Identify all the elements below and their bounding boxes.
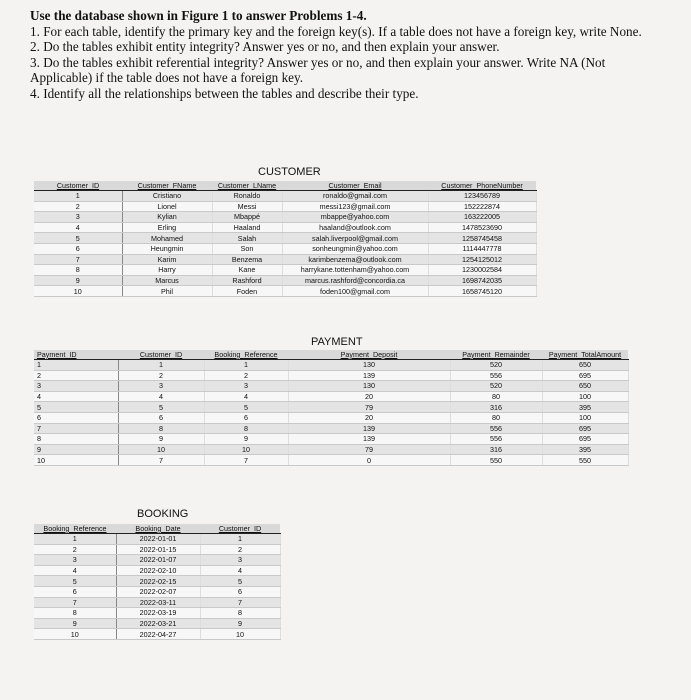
payment-cell: 20 <box>288 391 450 402</box>
payment-cell: 3 <box>34 381 118 392</box>
booking-cell: 5 <box>34 576 116 587</box>
customer-cell: Foden <box>212 286 282 297</box>
customer-cell: messi123@gmail.com <box>282 201 428 212</box>
customer-row <box>34 212 536 223</box>
customer-cell: Haaland <box>212 222 282 233</box>
customer-column-header: Customer_ID <box>34 181 122 191</box>
customer-cell: 1 <box>34 191 122 202</box>
payment-cell: 695 <box>542 370 628 381</box>
payment-cell: 130 <box>288 360 450 371</box>
payment-cell: 10 <box>204 444 288 455</box>
payment-cell: 556 <box>450 434 542 445</box>
payment-cell: 10 <box>34 455 118 466</box>
booking-cell: 1 <box>34 534 116 545</box>
payment-cell: 695 <box>542 434 628 445</box>
payment-cell: 4 <box>118 391 204 402</box>
customer-table-title: CUSTOMER <box>258 166 321 178</box>
customer-cell: 123456789 <box>428 191 536 202</box>
payment-cell: 395 <box>542 402 628 413</box>
customer-cell: salah.liverpool@gmail.com <box>282 233 428 244</box>
customer-cell: 1658745120 <box>428 286 536 297</box>
payment-header-row <box>34 350 628 360</box>
booking-cell: 3 <box>200 555 280 566</box>
booking-cell: 2 <box>34 544 116 555</box>
customer-cell: Lionel <box>122 201 212 212</box>
payment-row <box>34 455 628 466</box>
customer-cell: Harry <box>122 265 212 276</box>
booking-cell: 2022-04-27 <box>116 629 200 640</box>
payment-cell: 139 <box>288 423 450 434</box>
booking-table <box>34 524 281 640</box>
customer-cell: Erling <box>122 222 212 233</box>
payment-column-header: Payment_ID <box>34 350 118 360</box>
customer-cell: 163222005 <box>428 212 536 223</box>
payment-cell: 650 <box>542 381 628 392</box>
customer-cell: 1254125012 <box>428 254 536 265</box>
payment-cell: 1 <box>34 360 118 371</box>
customer-cell: 8 <box>34 265 122 276</box>
customer-cell: Kane <box>212 265 282 276</box>
booking-row <box>34 576 280 587</box>
payment-cell: 520 <box>450 360 542 371</box>
booking-cell: 9 <box>200 618 280 629</box>
customer-cell: 9 <box>34 275 122 286</box>
customer-cell: ronaldo@gmail.com <box>282 191 428 202</box>
payment-cell: 550 <box>542 455 628 466</box>
payment-cell: 3 <box>204 381 288 392</box>
payment-cell: 7 <box>118 455 204 466</box>
booking-cell: 2022-03-19 <box>116 608 200 619</box>
payment-cell: 6 <box>118 412 204 423</box>
customer-column-header: Customer_FName <box>122 181 212 191</box>
instruction-item-1: 1. For each table, identify the primary key and the foreign key(s). If a table does not have a foreign key, write None. <box>30 23 642 39</box>
booking-cell: 9 <box>34 618 116 629</box>
payment-column-header: Payment_TotalAmount <box>542 350 628 360</box>
booking-row <box>34 534 280 545</box>
payment-cell: 2 <box>118 370 204 381</box>
booking-cell: 2022-01-07 <box>116 555 200 566</box>
payment-column-header: Booking_Reference <box>204 350 288 360</box>
booking-cell: 2022-01-01 <box>116 534 200 545</box>
booking-cell: 5 <box>200 576 280 587</box>
booking-cell: 6 <box>34 586 116 597</box>
customer-column-header: Customer_PhoneNumber <box>428 181 536 191</box>
customer-header-row <box>34 181 536 191</box>
payment-cell: 1 <box>204 360 288 371</box>
customer-cell: 1258745458 <box>428 233 536 244</box>
payment-cell: 550 <box>450 455 542 466</box>
booking-cell: 8 <box>34 608 116 619</box>
payment-cell: 3 <box>118 381 204 392</box>
customer-cell: 1114447778 <box>428 243 536 254</box>
customer-row <box>34 254 536 265</box>
payment-cell: 8 <box>118 423 204 434</box>
customer-column-header: Customer_LName <box>212 181 282 191</box>
payment-row <box>34 402 628 413</box>
customer-cell: Benzema <box>212 254 282 265</box>
payment-cell: 80 <box>450 391 542 402</box>
booking-row <box>34 586 280 597</box>
customer-cell: 1230002584 <box>428 265 536 276</box>
payment-cell: 0 <box>288 455 450 466</box>
booking-table-title: BOOKING <box>137 508 189 520</box>
payment-cell: 1 <box>118 360 204 371</box>
booking-cell: 4 <box>200 565 280 576</box>
payment-row <box>34 381 628 392</box>
booking-cell: 2022-02-15 <box>116 576 200 587</box>
payment-cell: 8 <box>204 423 288 434</box>
payment-row <box>34 423 628 434</box>
payment-row <box>34 444 628 455</box>
customer-cell: Cristiano <box>122 191 212 202</box>
booking-cell: 7 <box>34 597 116 608</box>
payment-cell: 80 <box>450 412 542 423</box>
instruction-item-3: 3. Do the tables exhibit referential integrity? Answer yes or no, and then explain your answer. Write NA (Not Applicable) if the table does not have a foreign key. <box>30 54 606 86</box>
customer-row <box>34 233 536 244</box>
payment-cell: 79 <box>288 444 450 455</box>
customer-cell: Phil <box>122 286 212 297</box>
customer-cell: marcus.rashford@concordia.ca <box>282 275 428 286</box>
customer-cell: 152222874 <box>428 201 536 212</box>
customer-row <box>34 243 536 254</box>
payment-row <box>34 434 628 445</box>
payment-row <box>34 391 628 402</box>
customer-cell: Messi <box>212 201 282 212</box>
payment-cell: 139 <box>288 370 450 381</box>
booking-column-header: Booking_Date <box>116 524 200 534</box>
booking-cell: 2022-03-11 <box>116 597 200 608</box>
payment-cell: 10 <box>118 444 204 455</box>
instruction-item-4: 4. Identify all the relationships between the tables and describe their type. <box>30 85 419 101</box>
payment-column-header: Payment_Remainder <box>450 350 542 360</box>
booking-cell: 4 <box>34 565 116 576</box>
booking-cell: 2 <box>200 544 280 555</box>
booking-column-header: Customer_ID <box>200 524 280 534</box>
booking-cell: 2022-02-10 <box>116 565 200 576</box>
customer-cell: 1698742035 <box>428 275 536 286</box>
customer-row <box>34 286 536 297</box>
payment-cell: 520 <box>450 381 542 392</box>
booking-row <box>34 608 280 619</box>
payment-cell: 139 <box>288 434 450 445</box>
customer-cell: mbappe@yahoo.com <box>282 212 428 223</box>
customer-cell: Mohamed <box>122 233 212 244</box>
customer-cell: 6 <box>34 243 122 254</box>
payment-cell: 4 <box>204 391 288 402</box>
payment-cell: 9 <box>204 434 288 445</box>
customer-cell: haaland@outlook.com <box>282 222 428 233</box>
payment-cell: 79 <box>288 402 450 413</box>
instructions <box>30 8 650 102</box>
customer-cell: 2 <box>34 201 122 212</box>
booking-row <box>34 597 280 608</box>
payment-cell: 7 <box>34 423 118 434</box>
booking-cell: 1 <box>200 534 280 545</box>
customer-cell: sonheungmin@yahoo.com <box>282 243 428 254</box>
booking-row <box>34 555 280 566</box>
booking-cell: 2022-01-15 <box>116 544 200 555</box>
booking-row <box>34 565 280 576</box>
customer-cell: 1478523690 <box>428 222 536 233</box>
payment-cell: 7 <box>204 455 288 466</box>
customer-cell: Marcus <box>122 275 212 286</box>
payment-cell: 556 <box>450 370 542 381</box>
customer-row <box>34 275 536 286</box>
booking-cell: 3 <box>34 555 116 566</box>
payment-cell: 556 <box>450 423 542 434</box>
payment-row <box>34 360 628 371</box>
payment-column-header: Payment_Deposit <box>288 350 450 360</box>
payment-cell: 20 <box>288 412 450 423</box>
booking-row <box>34 544 280 555</box>
booking-cell: 8 <box>200 608 280 619</box>
customer-cell: 3 <box>34 212 122 223</box>
customer-column-header: Customer_Email <box>282 181 428 191</box>
payment-cell: 100 <box>542 412 628 423</box>
customer-cell: 5 <box>34 233 122 244</box>
booking-cell: 6 <box>200 586 280 597</box>
customer-cell: foden100@gmail.com <box>282 286 428 297</box>
booking-cell: 2022-02-07 <box>116 586 200 597</box>
payment-cell: 5 <box>34 402 118 413</box>
payment-cell: 9 <box>118 434 204 445</box>
payment-row <box>34 370 628 381</box>
payment-cell: 650 <box>542 360 628 371</box>
customer-cell: harrykane.tottenham@yahoo.com <box>282 265 428 276</box>
payment-cell: 316 <box>450 402 542 413</box>
booking-cell: 2022-03-21 <box>116 618 200 629</box>
payment-cell: 316 <box>450 444 542 455</box>
payment-cell: 6 <box>204 412 288 423</box>
booking-cell: 10 <box>200 629 280 640</box>
customer-cell: Ronaldo <box>212 191 282 202</box>
customer-cell: 4 <box>34 222 122 233</box>
customer-cell: Heungmin <box>122 243 212 254</box>
payment-cell: 4 <box>34 391 118 402</box>
payment-cell: 2 <box>34 370 118 381</box>
payment-cell: 100 <box>542 391 628 402</box>
customer-cell: Rashford <box>212 275 282 286</box>
customer-row <box>34 265 536 276</box>
payment-cell: 8 <box>34 434 118 445</box>
payment-cell: 5 <box>118 402 204 413</box>
customer-cell: Mbappé <box>212 212 282 223</box>
customer-table <box>34 181 537 297</box>
instructions-title: Use the database shown in Figure 1 to answer Problems 1-4. <box>30 8 367 23</box>
customer-cell: karimbenzema@outlook.com <box>282 254 428 265</box>
customer-cell: Salah <box>212 233 282 244</box>
payment-cell: 6 <box>34 412 118 423</box>
instruction-item-2: 2. Do the tables exhibit entity integrity? Answer yes or no, and then explain your answer. <box>30 39 500 55</box>
payment-cell: 695 <box>542 423 628 434</box>
booking-header-row <box>34 524 280 534</box>
customer-cell: Karim <box>122 254 212 265</box>
payment-cell: 2 <box>204 370 288 381</box>
customer-row <box>34 201 536 212</box>
payment-table-title: PAYMENT <box>311 336 363 348</box>
payment-column-header: Customer_ID <box>118 350 204 360</box>
booking-cell: 10 <box>34 629 116 640</box>
payment-cell: 9 <box>34 444 118 455</box>
booking-column-header: Booking_Reference <box>34 524 116 534</box>
customer-row <box>34 191 536 202</box>
payment-cell: 5 <box>204 402 288 413</box>
customer-cell: Son <box>212 243 282 254</box>
customer-cell: Kylian <box>122 212 212 223</box>
payment-table <box>34 350 629 466</box>
payment-cell: 395 <box>542 444 628 455</box>
customer-cell: 10 <box>34 286 122 297</box>
booking-row <box>34 629 280 640</box>
booking-row <box>34 618 280 629</box>
payment-row <box>34 412 628 423</box>
payment-cell: 130 <box>288 381 450 392</box>
customer-row <box>34 222 536 233</box>
booking-cell: 7 <box>200 597 280 608</box>
customer-cell: 7 <box>34 254 122 265</box>
